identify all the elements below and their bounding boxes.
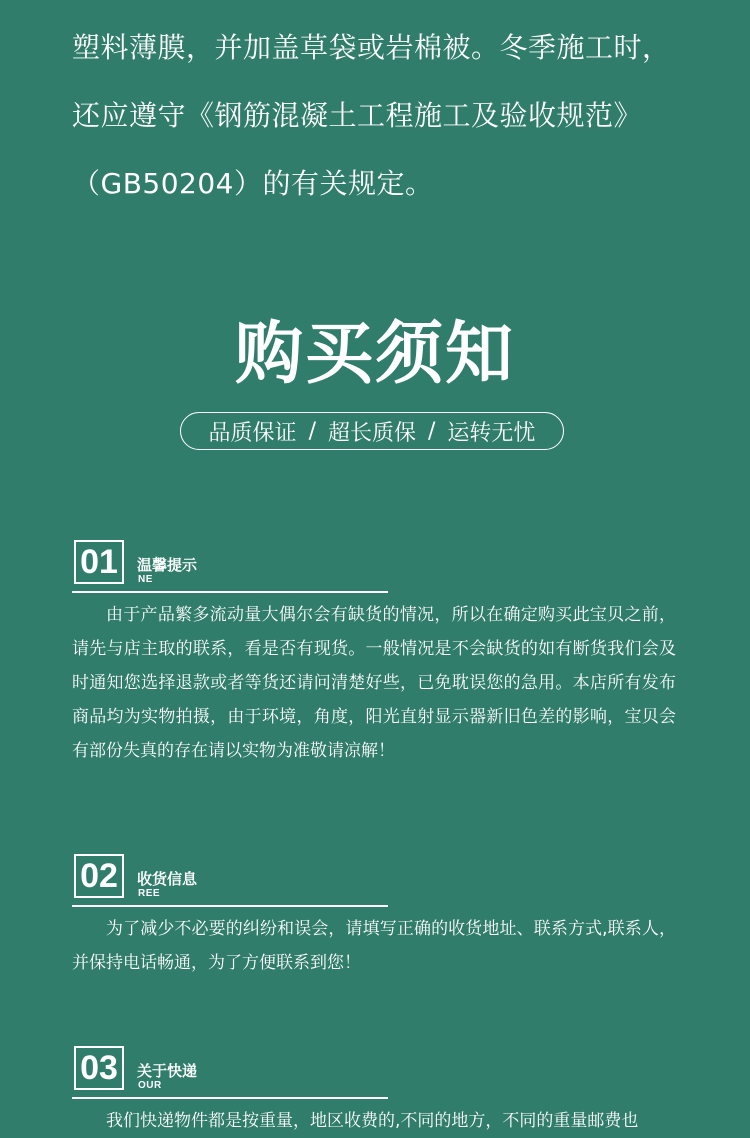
section-body: 为了减少不必要的纠纷和误会，请填写正确的收货地址、联系方式,联系人，并保持电话畅通，为了方便联系到您！ [72, 919, 676, 973]
section-title: 温馨提示 [137, 556, 198, 574]
tagline-item-quality: 品质保证 [208, 420, 297, 446]
section-number: 01 [74, 540, 124, 584]
section-number: 03 [74, 1046, 124, 1090]
section-body: 我们快递物件都是按重量，地区收费的,不同的地方，不同的重量邮费也 [106, 1111, 639, 1131]
section-header [72, 854, 682, 908]
section-subtitle: OUR [138, 1080, 162, 1091]
notice-section-delivery-info [72, 854, 682, 980]
section-body: 由于产品繁多流动量大偶尔会有缺货的情况，所以在确定购买此宝贝之前，请先与店主取的联系，看是否有现货。一般情况是不会缺货的如有断货我们会及时通知您选择退款或者等货还请问清楚好些，已免耽误您的急用。本店所有发布商品均为实物拍摄，由于环境，角度，阳光直射显示器新旧色差的影响，宝贝会有部份失真的存在请以实物为准敬请凉解！ [72, 605, 676, 761]
section-number: 02 [74, 854, 124, 898]
intro-line: 还应遵守《钢筋混凝土工程施工及验收规范》 [72, 99, 643, 132]
intro-line: （GB50204）的有关规定。 [72, 167, 434, 200]
tagline-item-operation: 运转无忧 [447, 420, 536, 446]
tagline-item-warranty: 超长质保 [327, 420, 416, 446]
intro-text [72, 14, 692, 218]
page-title: 购买须知 [234, 315, 515, 394]
notice-section-shipping [72, 1046, 682, 1138]
intro-line: 塑料薄膜，并加盖草袋或岩棉被。冬季施工时， [72, 31, 671, 64]
tagline-separator: / [308, 418, 316, 444]
section-subtitle: REE [138, 888, 161, 899]
section-subtitle: NE [138, 574, 153, 585]
section-divider [72, 591, 388, 593]
tagline-separator: / [428, 418, 436, 444]
section-header [72, 540, 682, 594]
section-title: 收货信息 [137, 870, 198, 888]
section-header [72, 1046, 682, 1100]
tagline-badge [180, 412, 564, 450]
section-divider [72, 1097, 388, 1099]
section-title: 关于快递 [137, 1062, 198, 1080]
notice-section-tips [72, 540, 682, 768]
section-divider [72, 905, 388, 907]
